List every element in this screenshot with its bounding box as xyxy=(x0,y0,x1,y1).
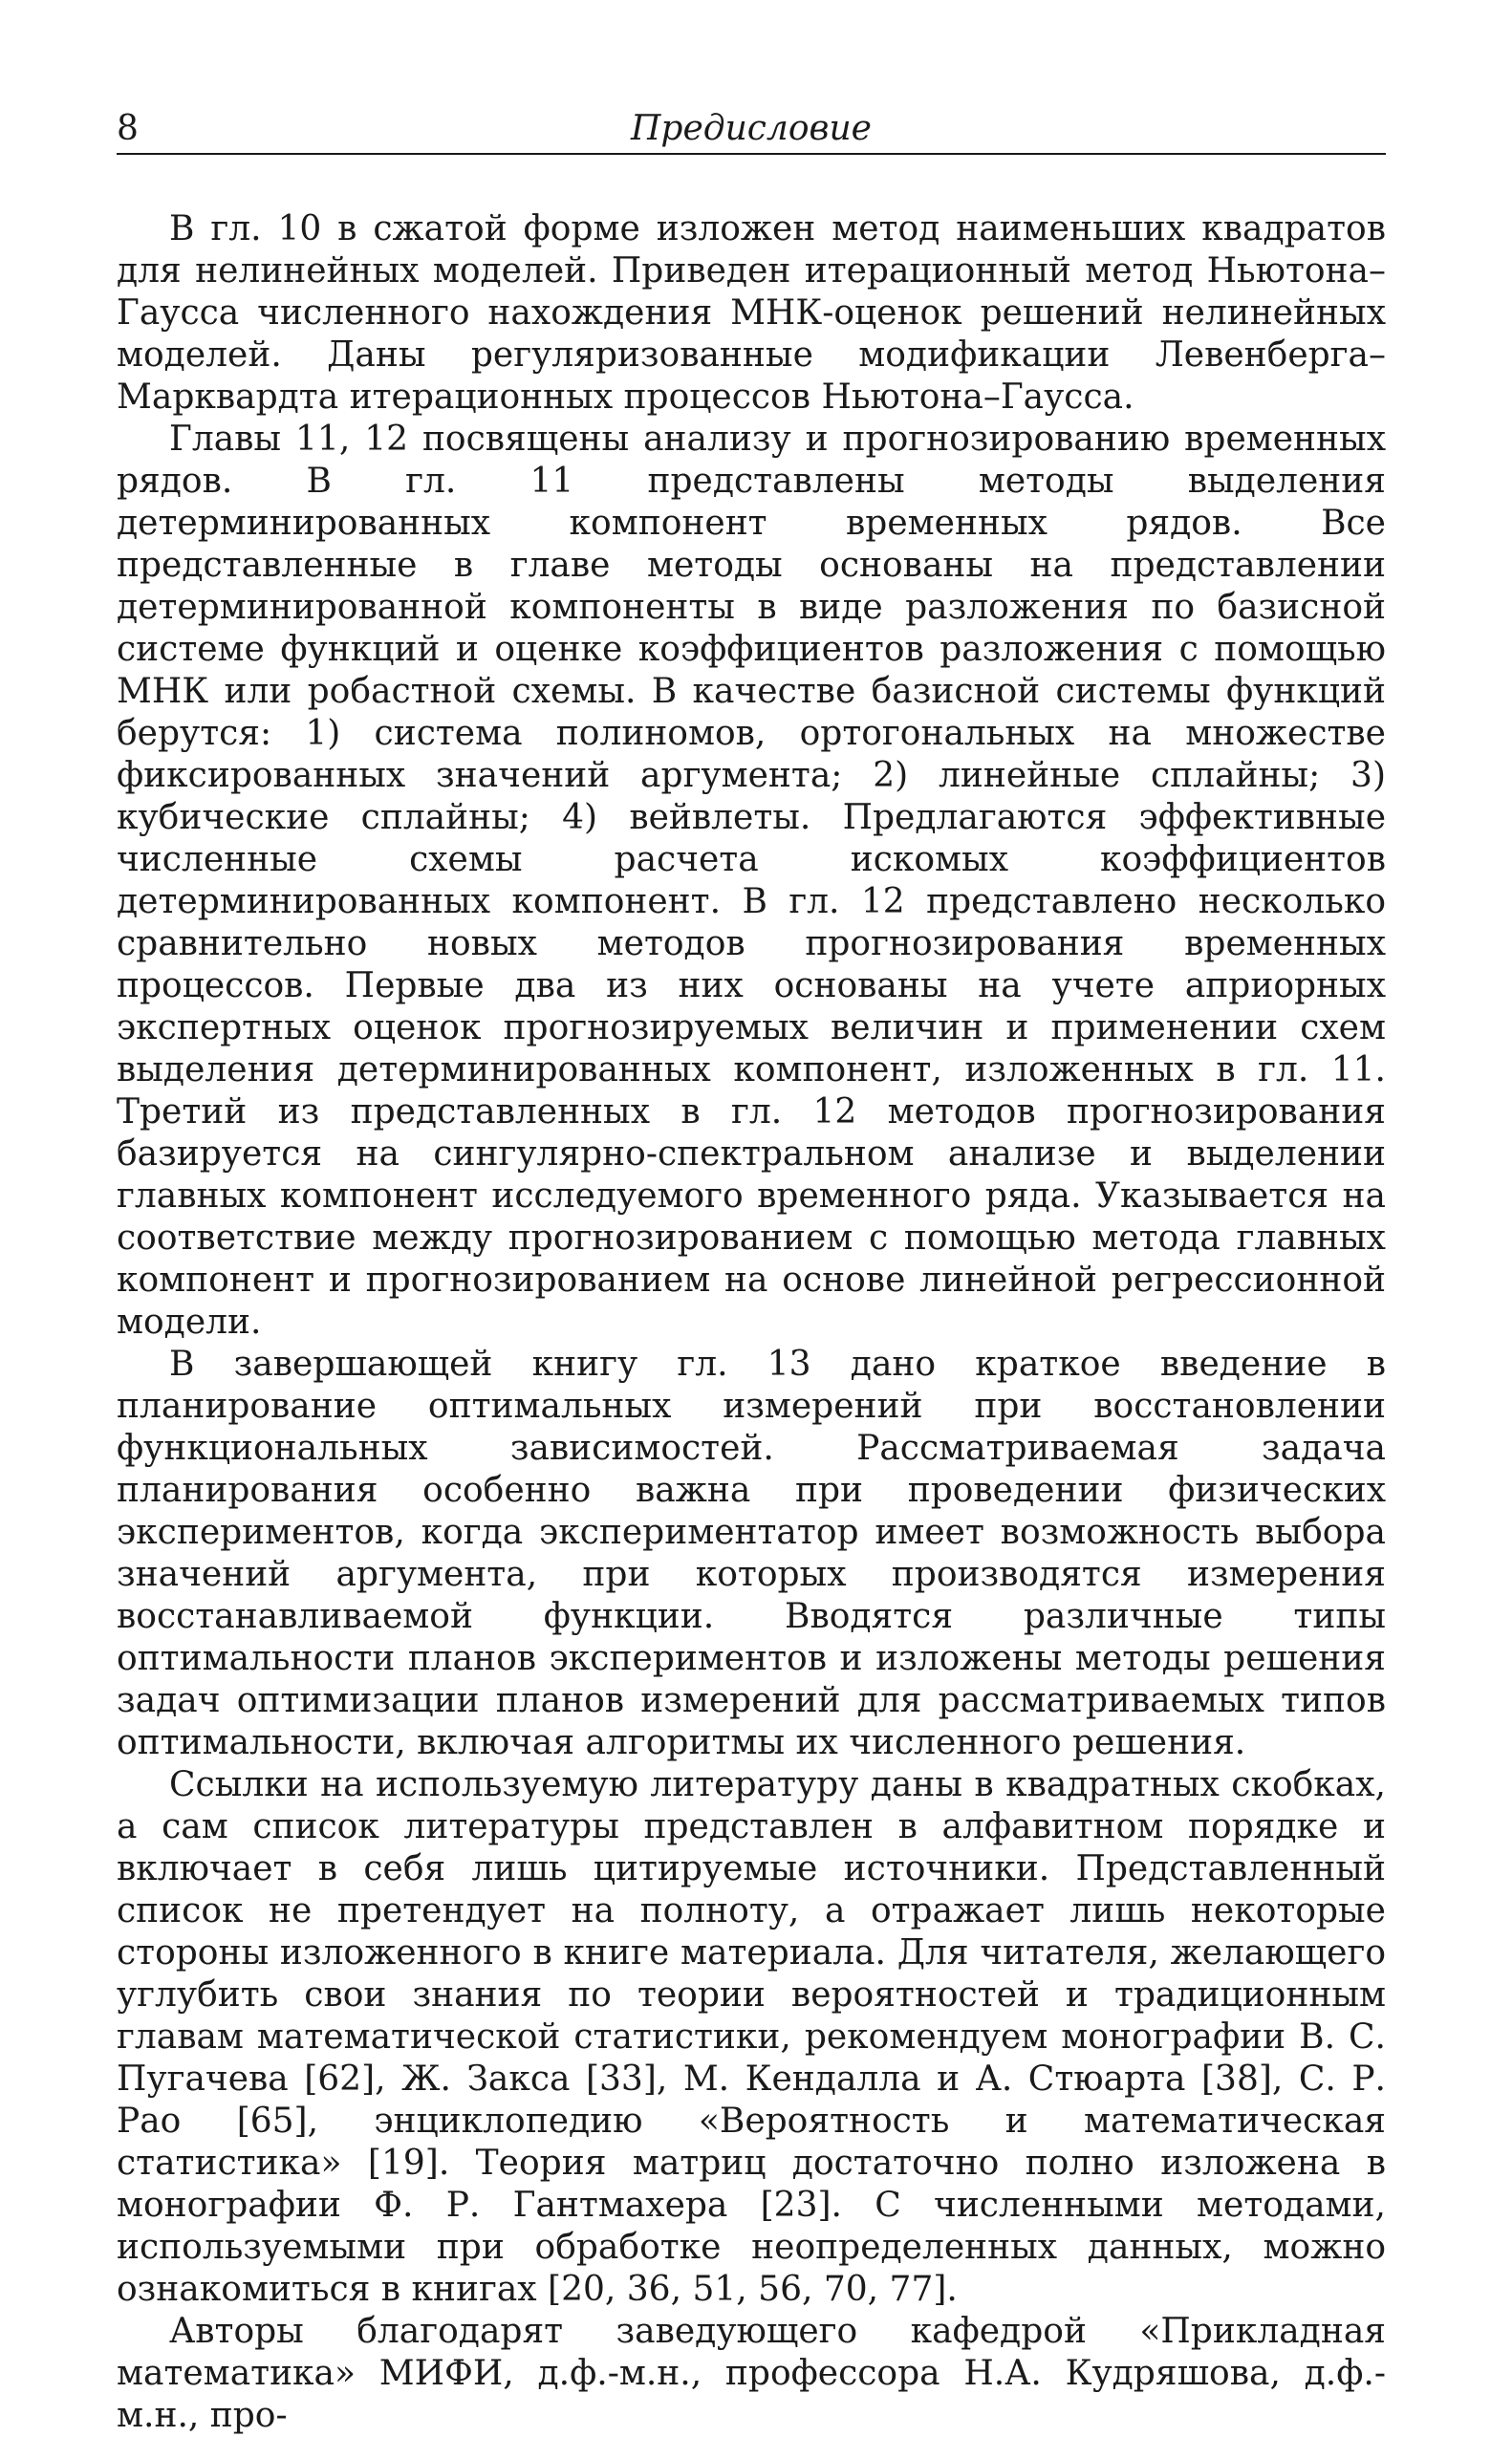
paragraph-chapter-13: В завершающей книгу гл. 13 дано краткое введение в планирование оптимальных измерений при восстановлении функциональных зависимостей. Рассматриваемая задача планирования особенно важна при проведении физических экспериментов, когда экспериментатор имеет возможность выбора значений аргумента, при которых производятся измерения восстанавливаемой функции. Вводятся различные типы оптимальности планов экспериментов и изложены методы решения задач оптимизации планов измерений для рассматриваемых типов оптимальности, включая алгоритмы их численного решения. xyxy=(117,1345,1386,1762)
paragraph-chapters-11-12: Главы 11, 12 посвящены анализу и прогнозированию временных рядов. В гл. 11 представлены методы выделения детерминированных компонент временных рядов. Все представленные в главе методы основаны на представлении детерминированной компоненты в виде разложения по базисной системе функций и оценке коэффициентов разложения с помощью МНК или робастной схемы. В качестве базисной системы функций берутся: 1) система полиномов, ортогональных на множестве фиксированных значений аргумента; 2) линейные сплайны; 3) кубические сплайны; 4) вейвлеты. Предлагаются эффективные численные схемы расчета искомых коэффициентов детерминированных компонент. В гл. 12 представлено несколько сравнительно новых методов прогнозирования временных процессов. Первые два из них основаны на учете априорных экспертных оценок прогнозируемых величин и применении схем выделения детерминированных компонент, изложенных в гл. 11. Третий из представленных в гл. 12 методов прогнозирования базируется на сингулярно-спектральном анализе и выделении главных компонент исследуемого временного ряда. Указывается на соответствие между прогнозированием с помощью метода главных компонент и прогнозированием на основе линейной регрессионной модели. xyxy=(117,420,1386,1342)
paragraph-references: Ссылки на используемую литературу даны в квадратных скобках, а сам список литературы представлен в алфавитном порядке и включает в себя лишь цитируемые источники. Представленный список не претендует на полноту, а отражает лишь некоторые стороны изложенного в книге материала. Для читателя, желающего углубить свои знания по теории вероятностей и традиционным главам математической статистики, рекомендуем монографии В. С. Пугачева [62], Ж. Закса [33], М. Кендалла и А. Стюарта [38], С. Р. Рао [65], энциклопедию «Вероятность и математическая статистика» [19]. Теория матриц достаточно полно изложена в монографии Ф. Р. Гантмахера [23]. С численными методами, используемыми при обработке неопределенных данных, можно ознакомиться в книгах [20, 36, 51, 56, 70, 77]. xyxy=(117,1765,1386,2309)
paragraph-chapter-10: В гл. 10 в сжатой форме изложен метод наименьших квадратов для нелинейных моделей. Приведен итерационный метод Ньютона–Гаусса численного нахождения МНК-оценок решений нелинейных моделей. Даны регуляризованные модификации Левенберга–Марквардта итерационных процессов Ньютона–Гаусса. xyxy=(117,209,1386,417)
paragraph-acknowledgements: Авторы благодарят заведующего кафедрой «Прикладная математика» МИФИ, д.ф.-м.н., профессора Н.А. Кудряшова, д.ф.-м.н., про- xyxy=(117,2312,1386,2435)
book-page xyxy=(117,105,1386,2437)
running-head xyxy=(117,105,1386,155)
body-text xyxy=(117,208,1386,2437)
page-number: 8 xyxy=(117,109,139,148)
running-title: Предисловие xyxy=(631,109,872,148)
